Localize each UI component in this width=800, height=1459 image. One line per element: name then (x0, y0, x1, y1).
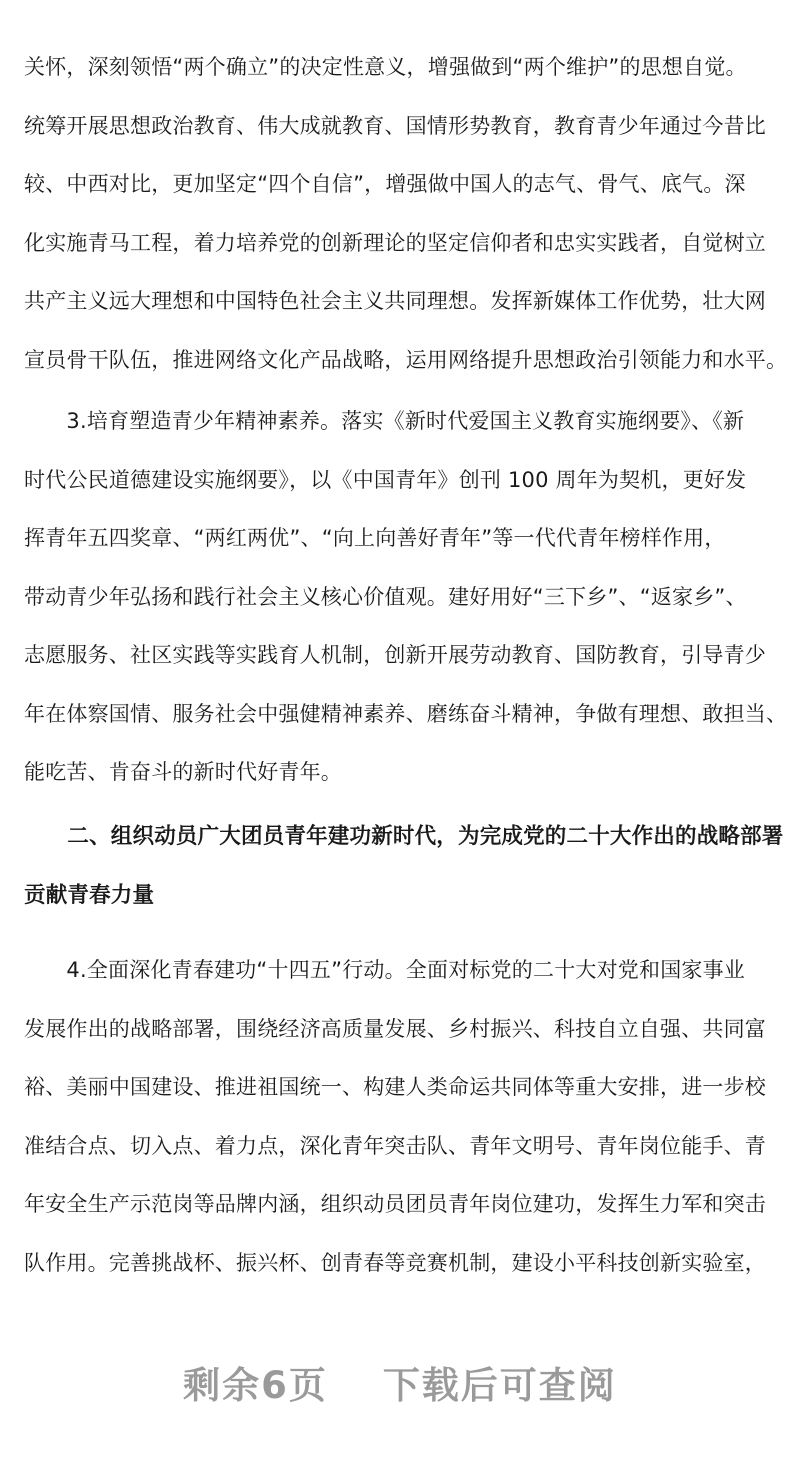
download-prompt[interactable] (0, 1355, 800, 1409)
paragraph-continued (24, 38, 788, 389)
text-line: 时代公民道德建设实施纲要》，以《中国青年》创刊 100 周年为契机，更好发 (24, 467, 747, 492)
remaining-pages-text: 剩余6页 (183, 1364, 328, 1407)
text-line: 化实施青马工程，着力培养党的创新理论的坚定信仰者和忠实实践者，自觉树立 (24, 230, 766, 255)
text-line: 年安全生产示范岗等品牌内涵，组织动员团员青年岗位建功，发挥生力军和突击 (24, 1192, 766, 1216)
text-line: 4.全面深化青春建功“十四五”行动。全面对标党的二十大对党和国家事业 (24, 958, 745, 982)
section-heading (24, 808, 784, 925)
text-line: 发展作出的战略部署，围绕经济高质量发展、乡村振兴、科技自立自强、共同富 (24, 1016, 766, 1041)
text-line: 宣员骨干队伍，推进网络文化产品战略，运用网络提升思想政治引领能力和水平。 (24, 347, 788, 372)
text-line: 关怀，深刻领悟“两个确立”的决定性意义，增强做到“两个维护”的思想自觉。 (24, 55, 747, 79)
text-line: 带动青少年弘扬和践行社会主义核心价值观。建好用好“三下乡”、“返家乡”、 (24, 584, 747, 609)
text-line: 年在体察国情、服务社会中强健精神素养、磨练奋斗精神，争做有理想、敢担当、 (24, 701, 788, 726)
heading-line: 二、组织动员广大团员青年建功新时代，为完成党的二十大作出的战略部署 (24, 824, 784, 849)
text-line: 裕、美丽中国建设、推进祖国统一、构建人类命运共同体等重大安排，进一步校 (24, 1075, 766, 1099)
text-line: 志愿服务、社区实践等实践育人机制，创新开展劳动教育、国防教育，引导青少 (24, 643, 766, 667)
text-line: 3.培育塑造青少年精神素养。落实《新时代爱国主义教育实施纲要》、《新 (24, 409, 745, 433)
heading-line: 贡献青春力量 (24, 882, 155, 908)
text-line: 较、中西对比，更加坚定“四个自信”，增强做中国人的志气、骨气、底气。深 (24, 172, 746, 196)
text-line: 队作用。完善挑战杯、振兴杯、创青春等竞赛机制，建设小平科技创新实验室， (24, 1250, 766, 1275)
text-line: 挥青年五四奖章、“两红两优”、“向上向善好青年”等一代代青年榜样作用， (24, 526, 726, 550)
paragraph-4 (24, 941, 776, 1292)
paragraph-3 (24, 392, 788, 802)
download-to-view-text: 下载后可查阅 (382, 1364, 617, 1407)
text-line: 准结合点、切入点、着力点，深化青年突击队、青年文明号、青年岗位能手、青 (24, 1133, 766, 1158)
text-line: 共产主义远大理想和中国特色社会主义共同理想。发挥新媒体工作优势，壮大网 (24, 289, 766, 313)
text-line: 统筹开展思想政治教育、伟大成就教育、国情形势教育，教育青少年通过今昔比 (24, 113, 766, 138)
text-line: 能吃苦、肯奋斗的新时代好青年。 (24, 760, 342, 784)
